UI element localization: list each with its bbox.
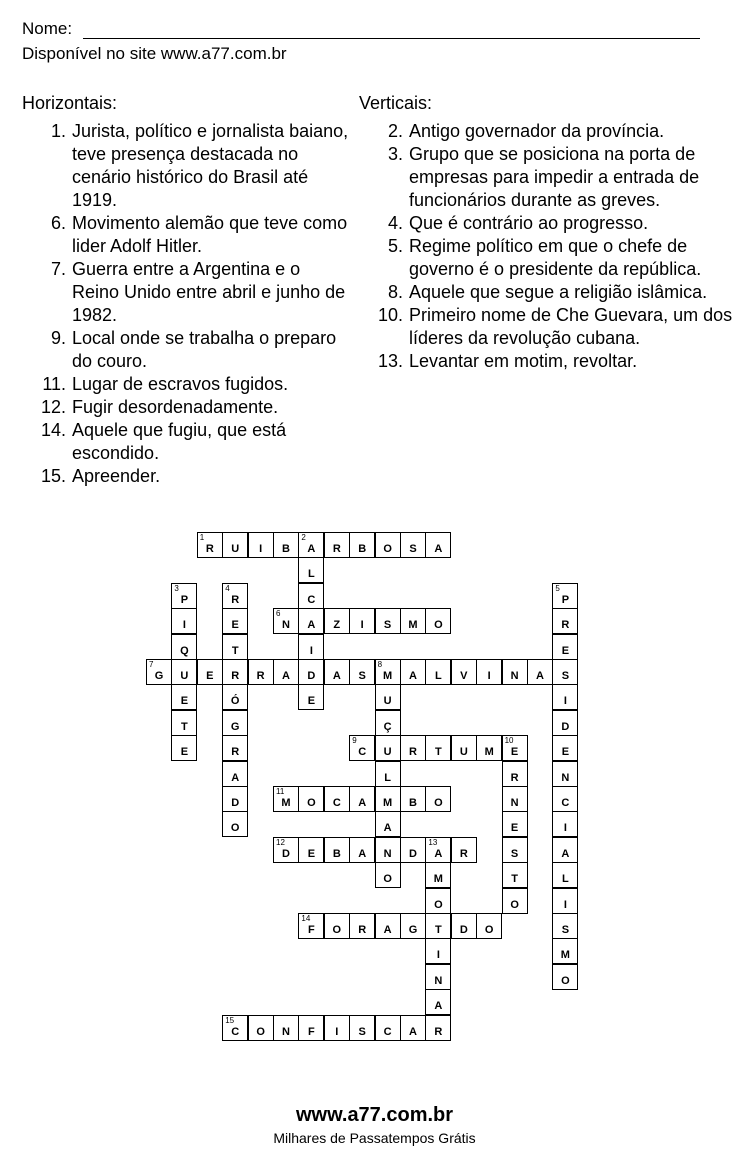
cell-letter: O [434, 898, 443, 911]
crossword-cell[interactable] [552, 634, 578, 660]
crossword-cell[interactable] [425, 786, 451, 812]
cell-number: 12 [276, 837, 285, 847]
cell-letter: L [435, 670, 442, 682]
cell-letter: A [434, 847, 443, 860]
horizontais-title: Horizontais: [22, 93, 118, 113]
crossword-cell[interactable] [552, 964, 578, 990]
cell-letter: R [561, 619, 570, 632]
cell-letter: M [281, 797, 291, 809]
crossword-cell[interactable] [451, 659, 477, 685]
crossword-cell[interactable] [222, 735, 248, 761]
crossword-cell[interactable] [502, 735, 528, 761]
crossword-cell[interactable] [375, 862, 401, 888]
cell-letter: R [332, 543, 341, 555]
cell-letter: M [383, 670, 393, 682]
cell-number: 5 [555, 583, 560, 593]
cell-letter: A [332, 670, 341, 682]
cell-letter: A [282, 670, 290, 682]
clue-across: 9. Local onde se trabalha o preparo do couro. [50, 328, 337, 371]
crossword-cell[interactable] [425, 532, 451, 558]
cell-number: 3 [174, 583, 179, 593]
crossword-cell[interactable] [375, 735, 401, 761]
cell-letter: M [408, 619, 418, 632]
cell-letter: R [358, 924, 367, 936]
crossword-cell[interactable] [248, 1015, 274, 1041]
crossword-cell[interactable] [222, 634, 248, 660]
cell-number: 4 [225, 583, 230, 593]
cell-letter: O [307, 797, 316, 809]
clue-across: 15. Apreender. [40, 466, 161, 486]
crossword-cell[interactable] [400, 786, 426, 812]
cell-letter: D [561, 720, 570, 733]
cell-number: 8 [377, 660, 383, 669]
cell-letter: G [408, 924, 418, 936]
crossword-cell[interactable] [171, 608, 197, 634]
crossword-cell[interactable] [552, 608, 578, 634]
crossword-cell[interactable] [324, 786, 350, 812]
footer-site: www.a77.com.br [295, 1104, 454, 1126]
crossword-cell[interactable] [552, 888, 578, 914]
crossword-cell[interactable] [425, 608, 451, 634]
cell-letter: I [563, 822, 567, 835]
crossword-cell[interactable] [298, 608, 324, 634]
clue-across: 7. Guerra entre a Argentina e o Reino Unido entre abril e junho de 1982. [50, 259, 346, 325]
crossword-cell[interactable] [375, 608, 401, 634]
cell-letter: S [383, 619, 392, 632]
clue-across: 11. Lugar de escravos fugidos. [42, 374, 289, 394]
cell-letter: I [436, 949, 440, 962]
cell-letter: V [460, 670, 468, 682]
cell-letter: A [434, 543, 443, 555]
crossword-cell[interactable] [476, 735, 502, 761]
crossword-cell[interactable] [502, 786, 528, 812]
cell-letter: R [459, 847, 468, 860]
crossword-cell[interactable] [273, 1015, 299, 1041]
clue-down: 3. Grupo que se posiciona na porta de empresas para impedir a entrada de funcionários durante as greves. [387, 144, 700, 210]
crossword-cell[interactable] [400, 913, 426, 939]
crossword-cell[interactable] [248, 532, 274, 558]
clue-across: 12. Fugir desordenadamente. [40, 397, 279, 417]
crossword-cell[interactable] [552, 761, 578, 787]
cell-letter: R [231, 593, 240, 606]
crossword-cell[interactable] [425, 989, 451, 1015]
crossword-cell[interactable] [298, 557, 324, 583]
cell-letter: E [561, 644, 570, 657]
cell-letter: L [308, 568, 315, 581]
cell-letter: C [332, 797, 341, 809]
crossword-cell[interactable] [425, 659, 451, 685]
cell-number: 6 [276, 609, 281, 619]
cell-letter: O [510, 898, 519, 911]
clue-down: 13. Levantar em motim, revoltar. [377, 351, 638, 371]
crossword-cell[interactable] [171, 659, 197, 685]
cell-letter: B [358, 543, 367, 555]
cell-letter: P [180, 593, 189, 606]
crossword-cell[interactable] [451, 735, 477, 761]
cell-number: 10 [504, 736, 514, 746]
cell-letter: Ó [230, 695, 240, 708]
cell-letter: S [561, 670, 570, 682]
clue-down: 8. Aquele que segue a religião islâmica. [387, 282, 708, 302]
crossword-cell[interactable] [222, 811, 248, 837]
crossword-cell[interactable] [273, 532, 299, 558]
cell-letter: I [563, 695, 567, 708]
cell-letter: N [434, 974, 443, 987]
cell-letter: C [307, 593, 316, 606]
crossword-cell[interactable] [375, 761, 401, 787]
crossword-cell[interactable] [222, 608, 248, 634]
crossword-cell[interactable] [552, 837, 578, 863]
crossword-cell[interactable] [222, 786, 248, 812]
crossword-cell[interactable] [375, 786, 401, 812]
cell-letter: C [358, 746, 367, 759]
cell-letter: I [487, 670, 491, 682]
crossword-cell[interactable] [298, 837, 324, 863]
cell-letter: D [307, 670, 316, 682]
crossword-cell[interactable] [375, 1015, 401, 1041]
clue-across: 14. Aquele que fugiu, que está escondido. [40, 420, 287, 463]
cell-letter: I [335, 1025, 339, 1038]
cell-letter: O [561, 974, 570, 987]
clue-down: 5. Regime político em que o chefe de governo é o presidente da república. [387, 236, 702, 279]
cell-letter: E [231, 619, 239, 632]
cell-letter: I [563, 898, 567, 911]
cell-letter: O [256, 1025, 265, 1038]
crossword-cell[interactable] [552, 913, 578, 939]
cell-letter: M [484, 746, 494, 759]
crossword-cell[interactable] [349, 1015, 375, 1041]
cell-letter: G [154, 670, 164, 682]
crossword-cell[interactable] [298, 786, 324, 812]
cell-letter: C [231, 1025, 240, 1038]
crossword-cell[interactable] [171, 634, 197, 660]
cell-letter: A [561, 847, 570, 860]
cell-letter: O [383, 543, 392, 555]
clue-down: 10. Primeiro nome de Che Guevara, um dos líderes da revolução cubana. [377, 305, 733, 348]
crossword-cell[interactable] [375, 659, 401, 685]
crossword-cell[interactable] [298, 532, 324, 558]
crossword-cell[interactable] [425, 938, 451, 964]
crossword-cell[interactable] [324, 1015, 350, 1041]
crossword-cell[interactable] [222, 710, 248, 736]
crossword-cell[interactable] [349, 735, 375, 761]
crossword-cell[interactable] [552, 684, 578, 710]
clue-down: 2. Antigo governador da província. [387, 121, 665, 141]
cell-letter: A [358, 847, 367, 860]
crossword-cell[interactable] [298, 634, 324, 660]
crossword-cell[interactable] [298, 583, 324, 609]
cell-letter: T [435, 924, 442, 936]
crossword-cell[interactable] [400, 735, 426, 761]
crossword-cell[interactable] [273, 659, 299, 685]
cell-letter: D [459, 924, 468, 936]
cell-letter: U [383, 695, 392, 708]
crossword-cell[interactable] [425, 913, 451, 939]
crossword-cell[interactable] [502, 761, 528, 787]
cell-number: 1 [199, 533, 205, 542]
cell-letter: M [560, 949, 570, 962]
cell-letter: S [358, 670, 366, 682]
cell-number: 7 [149, 660, 154, 669]
crossword-cell[interactable] [425, 837, 451, 863]
cell-letter: A [383, 924, 392, 936]
cell-letter: E [561, 746, 570, 759]
cell-letter: E [180, 695, 189, 708]
cell-letter: I [182, 619, 186, 632]
cell-letter: C [383, 1025, 392, 1038]
crossword-cell[interactable] [425, 964, 451, 990]
crossword-cell[interactable] [375, 837, 401, 863]
cell-letter: F [308, 924, 315, 936]
cell-letter: O [230, 822, 240, 835]
crossword-cell[interactable] [273, 608, 299, 634]
footer-tagline: Milhares de Passatempos Grátis [273, 1130, 476, 1146]
cell-letter: D [409, 847, 417, 860]
crossword-cell[interactable] [324, 608, 350, 634]
cell-letter: P [561, 593, 570, 606]
cell-letter: R [510, 771, 519, 784]
cell-letter: N [510, 797, 519, 809]
cell-letter: G [230, 720, 240, 733]
crossword-cell[interactable] [552, 710, 578, 736]
cell-letter: D [282, 847, 290, 860]
cell-number: 9 [352, 736, 357, 746]
cell-letter: A [536, 670, 544, 682]
cell-letter: A [383, 822, 392, 835]
crossword-cell[interactable] [476, 913, 502, 939]
cell-letter: T [511, 873, 518, 886]
cell-letter: U [383, 746, 392, 759]
crossword-cell[interactable] [324, 837, 350, 863]
cell-letter: A [409, 670, 417, 682]
cell-letter: T [181, 720, 188, 733]
crossword-cell[interactable] [324, 532, 350, 558]
cell-letter: T [435, 746, 442, 759]
crossword-cell[interactable] [375, 684, 401, 710]
crossword-cell[interactable] [552, 811, 578, 837]
crossword-cell[interactable] [425, 888, 451, 914]
crossword-cell[interactable] [324, 913, 350, 939]
crossword-cell[interactable] [451, 837, 477, 863]
cell-letter: R [434, 1025, 443, 1038]
crossword-cell[interactable] [552, 862, 578, 888]
crossword-cell[interactable] [197, 659, 223, 685]
cell-letter: S [510, 847, 519, 860]
cell-letter: A [358, 797, 367, 809]
clue-across: 6. Movimento alemão que teve como lider Adolf Hitler. [50, 213, 348, 256]
clue-across: 1. Jurista, político e jornalista baiano, teve presença destacada no cenário histórico do Brasil até 1919. [50, 121, 349, 210]
cell-letter: N [282, 1025, 290, 1038]
cell-letter: R [409, 746, 417, 759]
cell-letter: R [231, 746, 240, 759]
crossword-cell[interactable] [222, 761, 248, 787]
cell-letter: Ç [383, 720, 392, 733]
crossword-cell[interactable] [273, 786, 299, 812]
cell-letter: M [383, 797, 393, 809]
cell-letter: E [510, 746, 519, 759]
crossword-cell[interactable] [171, 684, 197, 710]
cell-letter: T [231, 644, 239, 657]
cell-letter: U [231, 543, 240, 555]
cell-letter: S [561, 924, 570, 936]
clue-down: 4. Que é contrário ao progresso. [387, 213, 649, 233]
cell-letter: O [434, 619, 443, 632]
crossword-cell[interactable] [171, 735, 197, 761]
cell-letter: A [307, 543, 316, 555]
crossword-cell[interactable] [222, 684, 248, 710]
crossword-cell[interactable] [400, 1015, 426, 1041]
cell-letter: A [307, 619, 316, 632]
cell-letter: E [510, 822, 519, 835]
crossword-cell[interactable] [298, 1015, 324, 1041]
crossword-cell[interactable] [451, 913, 477, 939]
crossword-cell[interactable] [502, 888, 528, 914]
cell-letter: E [180, 746, 189, 759]
cell-letter: L [562, 873, 569, 886]
verticais-title: Verticais: [359, 93, 433, 113]
crossword-cell[interactable] [197, 532, 223, 558]
cell-letter: E [206, 670, 214, 682]
crossword-cell[interactable] [400, 532, 426, 558]
crossword-cell[interactable] [298, 684, 324, 710]
crossword-cell[interactable] [476, 659, 502, 685]
crossword-cell[interactable] [425, 1015, 451, 1041]
cell-letter: E [307, 847, 316, 860]
crossword-cell[interactable] [349, 608, 375, 634]
cell-letter: I [360, 619, 364, 632]
crossword-cell[interactable] [349, 532, 375, 558]
crossword-cell[interactable] [502, 862, 528, 888]
crossword-cell[interactable] [375, 710, 401, 736]
cell-letter: A [231, 771, 240, 784]
cell-letter: I [309, 644, 313, 657]
cell-letter: R [256, 670, 265, 682]
crossword-cell[interactable] [502, 837, 528, 863]
cell-number: 11 [276, 787, 285, 796]
crossword-cell[interactable] [298, 913, 324, 939]
crossword-cell[interactable] [222, 583, 248, 609]
crossword-cell[interactable] [552, 659, 578, 685]
cell-letter: U [459, 746, 468, 759]
cell-letter: C [561, 797, 570, 809]
cell-letter: S [358, 1025, 366, 1038]
cell-letter: M [433, 873, 443, 886]
cell-letter: L [384, 771, 391, 784]
crossword-cell[interactable] [222, 532, 248, 558]
cell-letter: R [205, 543, 214, 555]
crossword-cell[interactable] [527, 659, 553, 685]
cell-letter: N [510, 670, 519, 682]
crossword-cell[interactable] [552, 938, 578, 964]
cell-letter: I [259, 543, 263, 555]
crossword-cell[interactable] [171, 710, 197, 736]
cell-letter: B [332, 847, 341, 860]
cell-number: 14 [301, 914, 311, 923]
cell-letter: N [383, 847, 392, 860]
crossword-cell[interactable] [375, 913, 401, 939]
crossword-cell[interactable] [298, 659, 324, 685]
cell-letter: A [434, 1000, 443, 1013]
crossword-cell[interactable] [400, 659, 426, 685]
cell-letter: U [180, 670, 189, 682]
crossword-cell[interactable] [324, 659, 350, 685]
cell-letter: B [409, 797, 417, 809]
cell-letter: D [231, 797, 240, 809]
crossword-cell[interactable] [400, 608, 426, 634]
crossword-cell[interactable] [349, 837, 375, 863]
crossword-cell[interactable] [222, 659, 248, 685]
cell-letter: S [409, 543, 417, 555]
cell-letter: O [332, 924, 342, 936]
site-line: Disponível no site www.a77.com.br [22, 44, 287, 63]
crossword-cell[interactable] [171, 583, 197, 609]
crossword-cell[interactable] [552, 583, 578, 609]
crossword-cell[interactable] [425, 735, 451, 761]
crossword-cell[interactable] [502, 659, 528, 685]
cell-letter: Z [333, 619, 341, 632]
cell-letter: O [383, 873, 392, 886]
crossword-cell[interactable] [248, 659, 274, 685]
crossword-cell[interactable] [552, 786, 578, 812]
crossword-cell[interactable] [349, 786, 375, 812]
crossword-cell[interactable] [349, 913, 375, 939]
crossword-cell[interactable] [425, 862, 451, 888]
cell-letter: Q [180, 644, 189, 657]
cell-letter: B [282, 543, 290, 555]
cell-letter: O [434, 797, 443, 809]
crossword-cell[interactable] [222, 1015, 248, 1041]
cell-letter: A [409, 1025, 417, 1038]
cell-letter: R [231, 670, 240, 682]
cell-number: 13 [428, 837, 438, 847]
cell-letter: O [484, 924, 494, 936]
crossword-cell[interactable] [375, 811, 401, 837]
crossword-cell[interactable] [375, 532, 401, 558]
cell-letter: E [307, 695, 316, 708]
cell-letter: F [308, 1025, 315, 1038]
crossword-cell[interactable] [502, 811, 528, 837]
cell-letter: N [282, 619, 290, 632]
crossword-cell[interactable] [146, 659, 172, 685]
cell-letter: N [561, 771, 570, 784]
crossword-cell[interactable] [552, 735, 578, 761]
name-label: Nome: [22, 19, 73, 38]
crossword-cell[interactable] [273, 837, 299, 863]
cell-number: 15 [225, 1015, 235, 1025]
crossword-cell[interactable] [400, 837, 426, 863]
cell-number: 2 [301, 533, 306, 542]
crossword-cell[interactable] [349, 659, 375, 685]
